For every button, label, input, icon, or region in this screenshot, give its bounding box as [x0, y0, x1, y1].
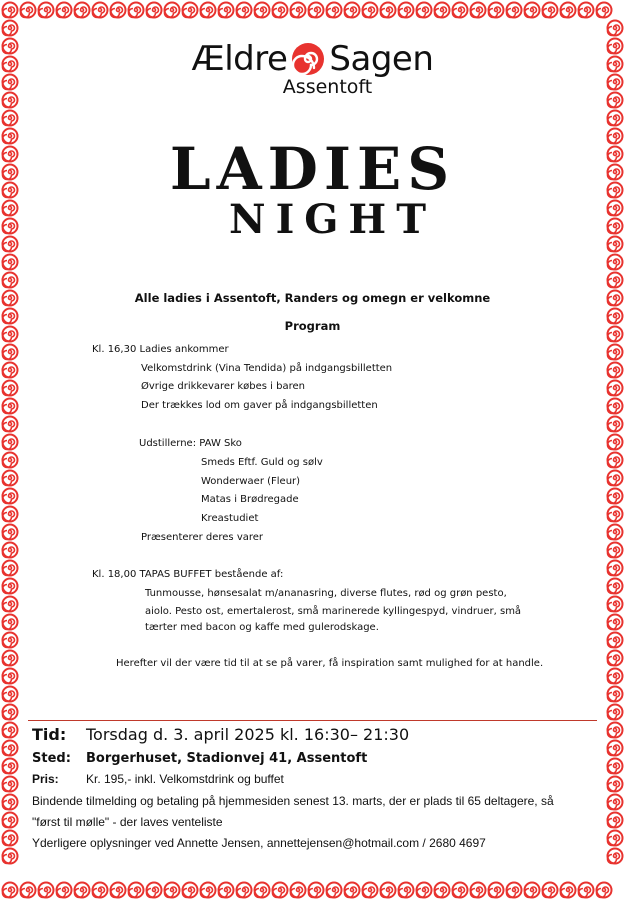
swirl-ornament: [3, 21, 18, 36]
swirl-ornament: [608, 363, 623, 378]
swirl-ornament: [608, 813, 623, 828]
swirl-ornament: [608, 57, 623, 72]
swirl-ornament: [608, 651, 623, 666]
logo-subtitle: Assentoft: [282, 76, 373, 98]
swirl-ornament: [3, 453, 18, 468]
swirl-ornament: [3, 417, 18, 432]
time-value: Torsdag d. 3. april 2025 kl. 16:30– 21:30: [86, 725, 410, 744]
footer-place-row: [32, 751, 367, 766]
swirl-ornament: [471, 883, 486, 898]
exhibitors-label: Udstillerne: PAW Sko: [139, 438, 242, 449]
swirl-ornament: [3, 201, 18, 216]
swirl-ornament: [3, 543, 18, 558]
swirl-ornament: [3, 3, 18, 18]
swirl-ornament: [3, 777, 18, 792]
swirl-ornament: [608, 147, 623, 162]
swirl-ornament: [165, 3, 180, 18]
flyer-page: [28, 28, 597, 872]
info-text: Yderligere oplysninger ved Annette Jensen, annettejensen@hotmail.com / 2680 4697: [32, 836, 486, 850]
swirl-ornament: [3, 561, 18, 576]
swirl-ornament: [21, 3, 36, 18]
swirl-ornament: [21, 883, 36, 898]
ladies-night-title: [28, 135, 597, 243]
swirl-ornament: [57, 883, 72, 898]
swirl-ornament: [489, 883, 504, 898]
footer-time-row: [32, 725, 409, 744]
swirl-ornament: [291, 883, 306, 898]
program-heading: Program: [284, 319, 341, 333]
swirl-ornament: [608, 399, 623, 414]
aeldre-sagen-logo: [28, 40, 597, 98]
swirl-ornament: [3, 615, 18, 630]
swirl-ornament: [3, 255, 18, 270]
buffet-line: Tunmousse, hønsesalat m/ananasring, diverse flutes, rød og grøn pesto,: [145, 588, 507, 599]
swirl-icon: [291, 42, 325, 76]
swirl-ornament: [608, 759, 623, 774]
swirl-ornament: [579, 883, 594, 898]
swirl-ornament: [147, 883, 162, 898]
swirl-ornament: [3, 75, 18, 90]
swirl-ornament: [3, 669, 18, 684]
swirl-ornament: [608, 39, 623, 54]
swirl-ornament: [3, 435, 18, 450]
swirl-ornament: [3, 633, 18, 648]
buffet-line: tærter med bacon og kaffe med gulerodskage.: [145, 622, 379, 633]
swirl-ornament: [608, 471, 623, 486]
swirl-ornament: [608, 777, 623, 792]
program-item: Der trækkes lod om gaver på indgangsbilletten: [141, 400, 378, 411]
swirl-ornament: [3, 471, 18, 486]
swirl-ornament: [608, 831, 623, 846]
swirl-ornament: [608, 669, 623, 684]
swirl-ornament: [417, 883, 432, 898]
swirl-ornament: [608, 165, 623, 180]
swirl-ornament: [435, 883, 450, 898]
swirl-ornament: [93, 3, 108, 18]
swirl-ornament: [597, 3, 612, 18]
swirl-ornament: [608, 129, 623, 144]
swirl-ornament: [273, 3, 288, 18]
swirl-ornament: [597, 883, 612, 898]
swirl-ornament: [129, 3, 144, 18]
swirl-ornament: [608, 687, 623, 702]
program-time-2: Kl. 18,00 TAPAS BUFFET bestående af:: [92, 569, 284, 580]
swirl-ornament: [543, 3, 558, 18]
price-label: Pris:: [32, 772, 59, 786]
swirl-ornament: [3, 849, 18, 864]
swirl-ornament: [345, 883, 360, 898]
swirl-ornament: [561, 883, 576, 898]
swirl-ornament: [3, 651, 18, 666]
title-line-2: NIGHT: [229, 196, 436, 243]
swirl-ornament: [399, 3, 414, 18]
place-value: Borgerhuset, Stadionvej 41, Assentoft: [86, 751, 368, 766]
swirl-ornament: [608, 93, 623, 108]
divider-line: [28, 720, 597, 721]
swirl-ornament: [363, 3, 378, 18]
swirl-ornament: [608, 561, 623, 576]
swirl-ornament: [525, 3, 540, 18]
swirl-ornament: [3, 345, 18, 360]
swirl-ornament: [3, 273, 18, 288]
swirl-ornament: [608, 75, 623, 90]
swirl-ornament: [608, 723, 623, 738]
swirl-ornament: [561, 3, 576, 18]
swirl-ornament: [75, 3, 90, 18]
swirl-ornament: [183, 3, 198, 18]
swirl-ornament: [237, 883, 252, 898]
swirl-ornament: [309, 3, 324, 18]
program-item: Øvrige drikkevarer købes i baren: [141, 381, 305, 392]
footer-price-row: [32, 772, 284, 786]
swirl-ornament: [417, 3, 432, 18]
swirl-ornament: [3, 831, 18, 846]
swirl-ornament: [111, 3, 126, 18]
swirl-ornament: [3, 309, 18, 324]
swirl-ornament: [608, 507, 623, 522]
swirl-ornament: [608, 705, 623, 720]
swirl-ornament: [183, 883, 198, 898]
swirl-ornament: [608, 21, 623, 36]
swirl-ornament: [201, 3, 216, 18]
swirl-ornament: [608, 525, 623, 540]
swirl-ornament: [608, 417, 623, 432]
swirl-ornament: [608, 453, 623, 468]
swirl-ornament: [3, 291, 18, 306]
binding-text-2: "først til mølle" - der laves venteliste: [32, 815, 223, 829]
swirl-ornament: [3, 57, 18, 72]
swirl-ornament: [39, 883, 54, 898]
swirl-ornament: [608, 345, 623, 360]
exhibitor-item: Smeds Eftf. Guld og sølv: [201, 457, 323, 468]
binding-text: Bindende tilmelding og betaling på hjemmesiden senest 13. marts, der er plads til 65 deltagere, så: [32, 794, 554, 808]
program-time-1: Kl. 16,30 Ladies ankommer: [92, 344, 229, 355]
swirl-ornament: [93, 883, 108, 898]
exhibitor-item: Kreastudiet: [201, 513, 259, 524]
swirl-ornament: [489, 3, 504, 18]
swirl-ornament: [3, 723, 18, 738]
swirl-ornament: [608, 381, 623, 396]
exhibitor-item: Matas i Brødregade: [201, 494, 299, 505]
swirl-ornament: [39, 3, 54, 18]
logo-text-part1: Ældre: [191, 39, 288, 79]
swirl-ornament: [3, 219, 18, 234]
swirl-ornament: [345, 3, 360, 18]
swirl-ornament: [3, 183, 18, 198]
swirl-ornament: [471, 3, 486, 18]
swirl-ornament: [255, 3, 270, 18]
swirl-ornament: [608, 579, 623, 594]
swirl-ornament: [608, 183, 623, 198]
swirl-ornament: [608, 597, 623, 612]
swirl-ornament: [273, 883, 288, 898]
exhibitor-item: Wonderwaer (Fleur): [201, 476, 301, 487]
swirl-ornament: [3, 759, 18, 774]
closing-text: Herefter vil der være tid til at se på varer, få inspiration samt mulighed for at handle.: [116, 658, 544, 669]
intro-text: Alle ladies i Assentoft, Randers og omegn er velkomne: [134, 291, 491, 305]
swirl-ornament: [3, 93, 18, 108]
swirl-ornament: [608, 435, 623, 450]
swirl-ornament: [543, 883, 558, 898]
title-line-1: LADIES: [169, 135, 456, 203]
buffet-line: aiolo. Pesto ost, emertalerost, små marinerede kyllingespyd, vindruer, små: [145, 606, 522, 617]
swirl-ornament: [579, 3, 594, 18]
swirl-ornament: [3, 883, 18, 898]
place-label: Sted:: [32, 751, 71, 766]
swirl-ornament: [608, 615, 623, 630]
swirl-ornament: [507, 3, 522, 18]
swirl-ornament: [3, 489, 18, 504]
swirl-ornament: [237, 3, 252, 18]
swirl-ornament: [3, 327, 18, 342]
swirl-ornament: [525, 883, 540, 898]
swirl-ornament: [147, 3, 162, 18]
swirl-ornament: [3, 111, 18, 126]
swirl-ornament: [3, 507, 18, 522]
swirl-ornament: [3, 399, 18, 414]
swirl-ornament: [3, 165, 18, 180]
swirl-ornament: [3, 705, 18, 720]
swirl-ornament: [3, 687, 18, 702]
swirl-ornament: [75, 883, 90, 898]
swirl-ornament: [255, 883, 270, 898]
swirl-ornament: [608, 291, 623, 306]
swirl-ornament: [435, 3, 450, 18]
swirl-ornament: [608, 255, 623, 270]
swirl-ornament: [3, 741, 18, 756]
swirl-ornament: [608, 273, 623, 288]
swirl-ornament: [57, 3, 72, 18]
swirl-ornament: [219, 883, 234, 898]
swirl-ornament: [608, 201, 623, 216]
swirl-ornament: [309, 883, 324, 898]
swirl-ornament: [608, 543, 623, 558]
swirl-ornament: [129, 883, 144, 898]
swirl-ornament: [291, 3, 306, 18]
swirl-ornament: [327, 3, 342, 18]
logo-text-part2: Sagen: [329, 39, 434, 79]
swirl-ornament: [381, 3, 396, 18]
swirl-ornament: [608, 633, 623, 648]
swirl-ornament: [327, 883, 342, 898]
swirl-ornament: [3, 363, 18, 378]
swirl-ornament: [608, 219, 623, 234]
swirl-ornament: [111, 883, 126, 898]
swirl-ornament: [608, 489, 623, 504]
swirl-ornament: [453, 883, 468, 898]
swirl-ornament: [3, 381, 18, 396]
swirl-ornament: [608, 327, 623, 342]
swirl-ornament: [608, 111, 623, 126]
swirl-ornament: [608, 795, 623, 810]
swirl-ornament: [399, 883, 414, 898]
swirl-ornament: [219, 3, 234, 18]
swirl-ornament: [608, 237, 623, 252]
swirl-ornament: [3, 237, 18, 252]
swirl-ornament: [608, 309, 623, 324]
program-item: Velkomstdrink (Vina Tendida) på indgangsbilletten: [141, 363, 393, 374]
swirl-ornament: [3, 147, 18, 162]
swirl-ornament: [3, 795, 18, 810]
swirl-ornament: [165, 883, 180, 898]
swirl-ornament: [3, 129, 18, 144]
price-value: Kr. 195,- inkl. Velkomstdrink og buffet: [86, 772, 284, 786]
swirl-ornament: [3, 813, 18, 828]
swirl-ornament: [363, 883, 378, 898]
swirl-ornament: [3, 39, 18, 54]
swirl-ornament: [381, 883, 396, 898]
swirl-ornament: [3, 597, 18, 612]
swirl-ornament: [608, 849, 623, 864]
swirl-ornament: [3, 579, 18, 594]
swirl-ornament: [507, 883, 522, 898]
swirl-ornament: [453, 3, 468, 18]
swirl-ornament: [201, 883, 216, 898]
swirl-ornament: [3, 525, 18, 540]
swirl-ornament: [608, 741, 623, 756]
time-label: Tid:: [32, 725, 67, 744]
present-text: Præsenterer deres varer: [141, 532, 264, 543]
